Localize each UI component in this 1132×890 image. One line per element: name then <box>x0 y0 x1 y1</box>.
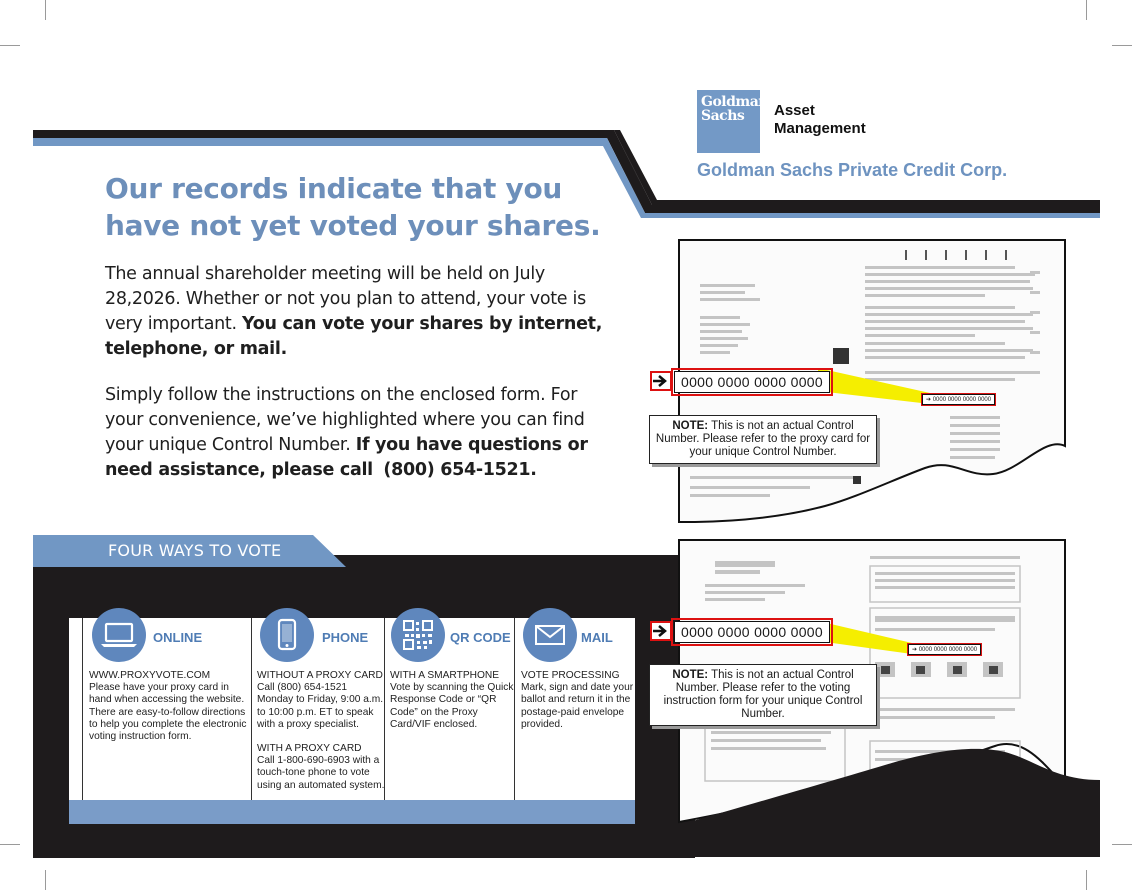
asset-management-label: Asset Management <box>774 102 866 137</box>
control-number-box: 0000 0000 0000 0000 <box>674 621 830 643</box>
method-qr-code <box>384 618 515 800</box>
control-number-location: ➔ 0000 0000 0000 0000 <box>908 644 981 655</box>
arrow-icon: ➔ <box>912 647 918 653</box>
envelope-icon <box>523 608 577 662</box>
vote-methods-panel <box>69 618 635 800</box>
method-heading: WITH A PROXY CARD <box>257 743 362 755</box>
instructions-paragraph: Simply follow the instructions on the enclosed form. For your convenience, we’ve highlighted where you can find your unique Control Number. If you have questions or need assistance, please call (800) 654-1521. <box>105 385 588 480</box>
method-description: Call 1-800-690-6903 with a touch-tone phone to vote using an automated system. <box>257 755 385 791</box>
assistance-phone[interactable]: (800) 654-1521. <box>383 460 537 480</box>
arrow-icon <box>650 621 672 641</box>
company-name: Goldman Sachs Private Credit Corp. <box>697 160 1008 180</box>
page-title: Our records indicate that you have not yet voted your shares. <box>105 172 601 242</box>
control-number-location: ➔ 0000 0000 0000 0000 <box>922 394 995 405</box>
method-phone <box>251 618 385 800</box>
method-description: Mark, sign and date your ballot and return it in the postage-paid envelope provided. <box>521 682 634 730</box>
qr-code-icon <box>391 608 445 662</box>
method-label: MAIL <box>581 630 613 645</box>
method-heading: WITHOUT A PROXY CARD <box>257 670 383 681</box>
control-number-box: 0000 0000 0000 0000 <box>674 371 830 393</box>
vif-note: NOTE: This is not an actual Control Number. Please refer to the voting instruction form for your unique Control Number. <box>649 664 877 726</box>
arrow-icon <box>650 371 672 391</box>
crop-mark <box>45 870 46 890</box>
panel-footer-bar <box>69 800 635 824</box>
phone-icon <box>260 608 314 662</box>
method-label: QR CODE <box>450 630 511 645</box>
intro-paragraph: The annual shareholder meeting will be held on July 28,2026. Whether or not you plan to attend, your vote is very important. You can vote your shares by internet, telephone, or mail. <box>105 264 603 359</box>
method-description: Call (800) 654-1521 Monday to Friday, 9:00 a.m. to 10:00 p.m. ET to speak with a proxy specialist. <box>257 682 384 730</box>
crop-mark <box>1086 870 1087 890</box>
method-description: Vote by scanning the Quick Response Code or “QR Code” on the Proxy Card/VIF enclosed. <box>390 682 514 730</box>
arrow-icon: ➔ <box>926 397 932 403</box>
method-mail <box>514 618 635 800</box>
method-online <box>82 618 252 800</box>
intro-bold: You can vote your shares by internet, telephone, or mail. <box>105 314 603 359</box>
decorative-curve <box>675 740 1105 860</box>
method-label: PHONE <box>322 630 369 645</box>
goldman-sachs-logo: Goldman Sachs <box>697 90 760 153</box>
method-label: ONLINE <box>153 630 203 645</box>
proxyvote-link[interactable]: WWW.PROXYVOTE.COM <box>89 670 211 681</box>
vote-section-bottom-band <box>33 824 693 858</box>
method-heading: WITH A SMARTPHONE <box>390 670 500 681</box>
four-ways-title: FOUR WAYS TO VOTE <box>108 541 282 560</box>
method-description: Please have your proxy card in hand when accessing the website. There are easy-to-follow directions to help you complete the electronic voting instruction form. <box>89 682 247 743</box>
method-heading: VOTE PROCESSING <box>521 670 620 681</box>
laptop-icon <box>92 608 146 662</box>
proxy-note: NOTE: This is not an actual Control Number. Please refer to the proxy card for your unique Control Number. <box>649 415 877 464</box>
